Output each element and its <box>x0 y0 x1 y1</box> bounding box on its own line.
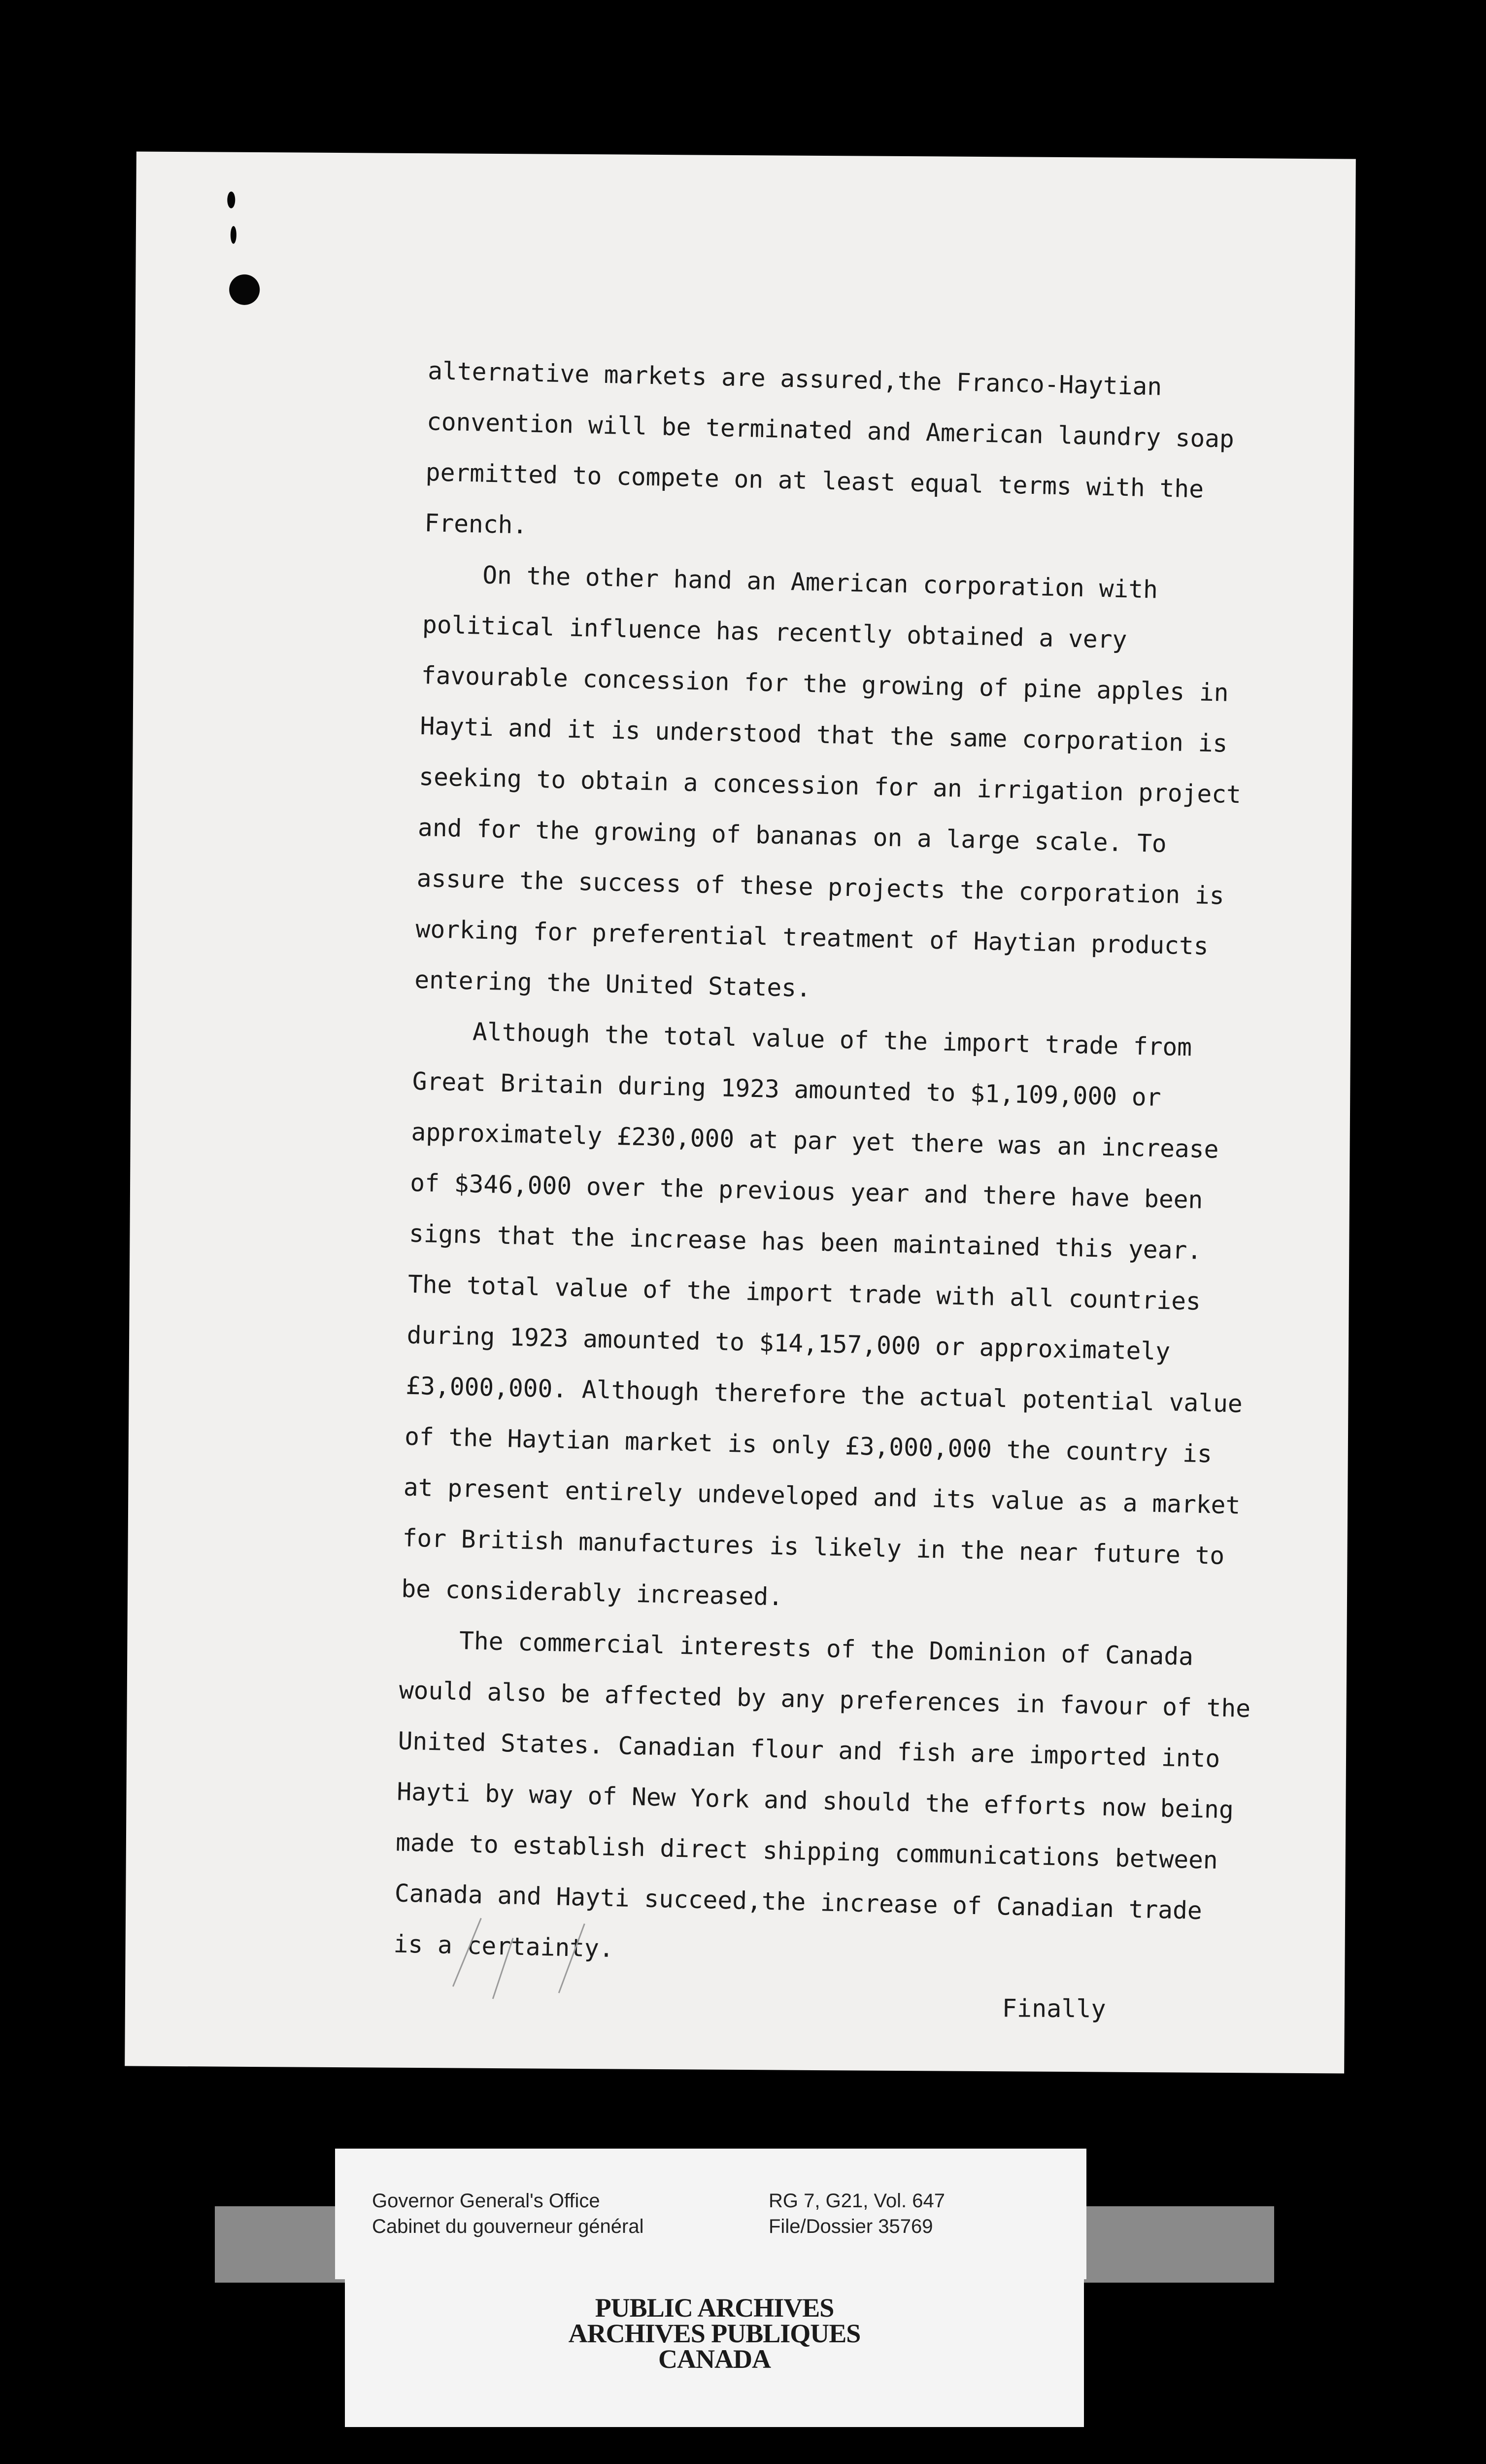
text-line: Although the total value of the import trade from <box>472 1017 1192 1062</box>
text-line: On the other hand an American corporation with <box>482 560 1158 604</box>
punch-hole <box>229 274 260 305</box>
text-line: entering the United States. <box>414 965 811 1003</box>
text-line: be considerably increased. <box>401 1574 783 1611</box>
record-group-reference: RG 7, G21, Vol. 647 <box>769 2190 945 2212</box>
text-line: Hayti and it is understood that the same corporation is <box>420 711 1228 758</box>
letter-body <box>393 345 1345 1989</box>
punch-hole-mark <box>231 226 236 244</box>
paragraph-4 <box>393 1614 1317 1989</box>
text-line: convention will be terminated and American laundry soap <box>426 407 1235 453</box>
archive-stamp <box>345 2279 1084 2427</box>
text-line: would also be affected by any preferences in favour of the <box>399 1676 1251 1723</box>
text-line: during 1923 amounted to $14,157,000 or approximately <box>406 1320 1171 1366</box>
text-line: French. <box>424 509 528 540</box>
paragraph-3 <box>401 1005 1330 1634</box>
text-line: alternative markets are assured,the Franco-Haytian <box>427 356 1162 401</box>
text-line: at present entirely undeveloped and its value as a market <box>403 1472 1241 1520</box>
text-line: approximately £230,000 at par yet there was an increase <box>411 1117 1219 1164</box>
text-line: of $346,000 over the previous year and there have been <box>409 1168 1203 1214</box>
text-line: working for preferential treatment of Haytian products <box>415 914 1209 960</box>
office-name-english: Governor General's Office <box>372 2190 600 2212</box>
text-line: Canada and Hayti succeed,the increase of Canadian trade <box>394 1879 1203 1925</box>
text-line: £3,000,000. Although therefore the actual potential value <box>405 1371 1243 1418</box>
text-line: Hayti by way of New York and should the efforts now being <box>396 1777 1234 1824</box>
text-line: permitted to compete on at least equal terms with the <box>425 458 1204 504</box>
text-line: The commercial interests of the Dominion of Canada <box>459 1626 1194 1671</box>
text-line: seeking to obtain a concession for an irrigation project <box>418 762 1242 809</box>
file-number: File/Dossier 35769 <box>769 2216 933 2237</box>
text-line: made to establish direct shipping communications between <box>395 1828 1218 1875</box>
text-line: United States. Canadian flour and fish are imported into <box>398 1726 1220 1773</box>
paragraph-2 <box>414 548 1340 1025</box>
text-line: assure the success of these projects the corporation is <box>416 863 1225 910</box>
archive-reference-label <box>335 2149 1086 2279</box>
punch-hole-mark <box>227 192 235 208</box>
stamp-line-english: PUBLIC ARCHIVES <box>595 2293 834 2323</box>
text-line: for British manufactures is likely in the near future to <box>402 1523 1225 1570</box>
catchword: Finally <box>1002 1994 1106 2023</box>
paragraph-1 <box>424 345 1345 568</box>
office-name-french: Cabinet du gouverneur général <box>372 2216 644 2237</box>
text-line: The total value of the import trade with all countries <box>407 1269 1201 1316</box>
text-line: favourable concession for the growing of pine apples in <box>421 660 1229 707</box>
text-line: political influence has recently obtained a very <box>422 610 1127 654</box>
text-line: and for the growing of bananas on a large scale. To <box>417 813 1167 858</box>
text-line: Great Britain during 1923 amounted to $1,109,000 or <box>412 1066 1162 1112</box>
text-line: is a certainty. <box>393 1929 614 1963</box>
text-line: signs that the increase has been maintained this year. <box>408 1219 1202 1265</box>
stamp-line-french: ARCHIVES PUBLIQUES <box>568 2319 861 2348</box>
document-page <box>125 151 1356 2073</box>
text-line: of the Haytian market is only £3,000,000 the country is <box>404 1422 1213 1469</box>
stamp-line-country: CANADA <box>658 2344 771 2374</box>
